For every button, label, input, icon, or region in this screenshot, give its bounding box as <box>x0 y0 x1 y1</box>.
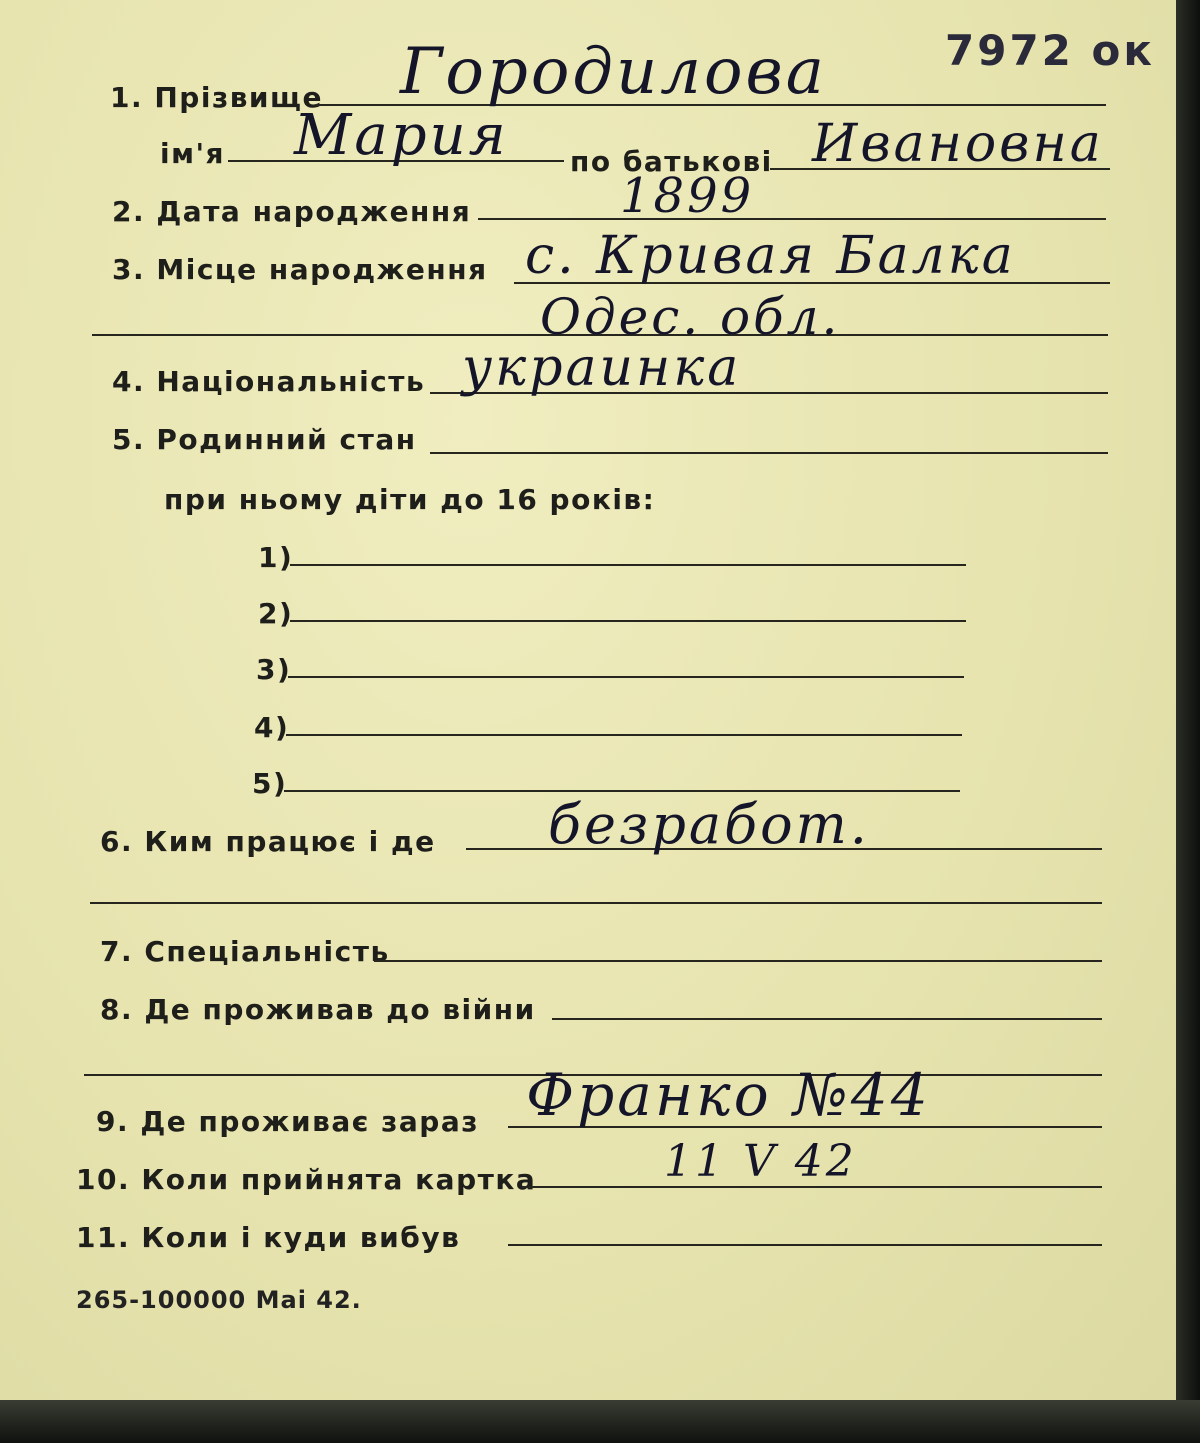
departure-label: 11. Коли і куди вибув <box>76 1221 461 1254</box>
child-4-line <box>286 734 962 736</box>
card-date-value: 11 V 42 <box>664 1136 857 1187</box>
nationality-value: украинка <box>462 338 742 398</box>
birth-place-label: 3. Місце народження <box>112 253 488 286</box>
child-1-line <box>290 564 966 566</box>
patronymic-value: Ивановна <box>812 114 1104 174</box>
birth-place-value-1: с. Кривая Балка <box>525 226 1016 286</box>
prewar-residence-line <box>552 1018 1102 1020</box>
child-1-label: 1) <box>258 541 294 574</box>
child-2-label: 2) <box>258 597 294 630</box>
first-name-label: ім'я <box>160 137 226 170</box>
birth-date-label: 2. Дата народження <box>112 195 472 228</box>
marital-status-line <box>430 452 1108 454</box>
patronymic-label: по батькові <box>570 145 773 178</box>
birth-date-value: 1899 <box>620 168 755 224</box>
print-mark: 265-100000 Mai 42. <box>76 1286 362 1314</box>
specialty-label: 7. Спеціальність <box>100 935 390 968</box>
occupation-value: безработ. <box>548 793 870 856</box>
birth-date-line <box>478 218 1106 220</box>
scan-edge-bottom <box>0 1400 1200 1443</box>
child-3-label: 3) <box>256 653 292 686</box>
surname-label: 1. Прізвище <box>110 81 323 114</box>
archive-number: 7972 ок <box>945 26 1155 75</box>
surname-value: Городилова <box>400 35 827 109</box>
occupation-label: 6. Ким працює і де <box>100 825 436 858</box>
specialty-line <box>374 960 1102 962</box>
child-3-line <box>288 676 964 678</box>
children-label: при ньому діти до 16 років: <box>164 483 656 516</box>
nationality-label: 4. Національність <box>112 365 426 398</box>
departure-line <box>508 1244 1102 1246</box>
occupation-line-2 <box>90 902 1102 904</box>
child-2-line <box>290 620 966 622</box>
birth-place-value-2: Одес. обл. <box>540 288 841 346</box>
current-residence-label: 9. Де проживає зараз <box>96 1105 479 1138</box>
first-name-value: Мария <box>294 103 509 168</box>
current-residence-value: Франко №44 <box>526 1061 931 1129</box>
card-date-label: 10. Коли прийнята картка <box>76 1163 537 1196</box>
prewar-residence-label: 8. Де проживав до війни <box>100 993 536 1026</box>
child-5-label: 5) <box>252 767 288 800</box>
child-5-line <box>284 790 960 792</box>
marital-status-label: 5. Родинний стан <box>112 423 417 456</box>
scan-edge-right <box>1176 0 1200 1443</box>
child-4-label: 4) <box>254 711 290 744</box>
